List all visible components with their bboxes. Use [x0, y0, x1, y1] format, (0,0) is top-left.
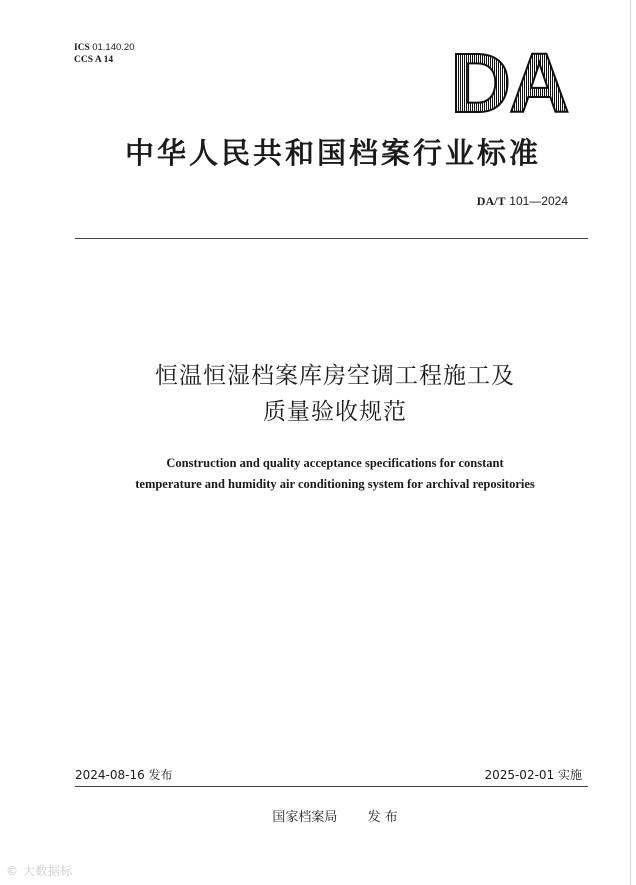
- standard-category-title: 中华人民共和国档案行业标准: [124, 136, 541, 170]
- watermark: © 大数据标: [6, 864, 73, 878]
- english-title: [0, 453, 630, 495]
- publisher-action: 发 布: [367, 810, 398, 825]
- top-divider: [75, 238, 588, 239]
- ccs-value: A 14: [94, 55, 114, 65]
- logo-text: DA: [450, 44, 568, 116]
- chinese-title: [0, 358, 630, 430]
- da-logo: [446, 44, 572, 116]
- publisher-name: 国家档案局: [272, 810, 338, 825]
- ccs-code: [74, 54, 134, 66]
- implementation-date: 2025-02-01 实施: [484, 768, 582, 782]
- ics-value: 01.140.20: [92, 42, 135, 53]
- issue-date: 2024-08-16 发布: [75, 768, 173, 782]
- ics-label: ICS: [74, 43, 90, 53]
- standard-number: [477, 194, 568, 209]
- standard-number-value: 101—2024: [509, 194, 568, 208]
- classification-codes: [74, 42, 134, 66]
- bottom-divider: [75, 786, 588, 787]
- publisher: [0, 806, 630, 825]
- ics-code: [74, 42, 134, 54]
- standard-number-prefix: DA/T: [476, 194, 506, 208]
- english-title-line-1: Construction and quality acceptance specifications for constant: [166, 456, 504, 470]
- chinese-title-line-2: 质量验收规范: [263, 399, 407, 425]
- chinese-title-line-1: 恒温恒湿档案库房空调工程施工及: [155, 363, 515, 389]
- english-title-line-2: temperature and humidity air conditioning system for archival repositories: [135, 477, 535, 491]
- ccs-label: CCS: [74, 55, 94, 65]
